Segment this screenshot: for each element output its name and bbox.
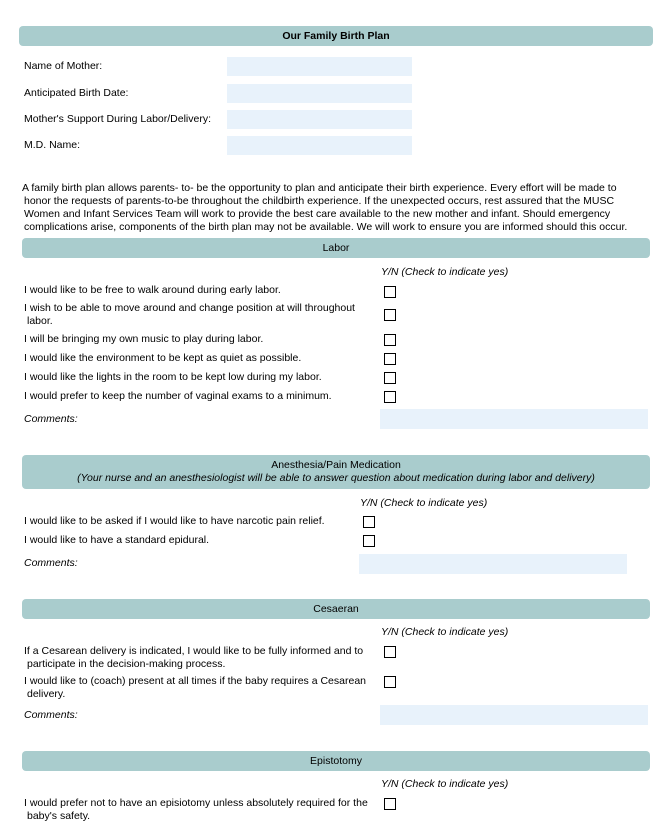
labor-item-5: I would like the lights in the room to be kept low during my labor. bbox=[24, 371, 322, 383]
anesthesia-checkbox-1[interactable] bbox=[363, 516, 375, 528]
cesaeran-comments-field[interactable] bbox=[380, 705, 648, 725]
intro-paragraph bbox=[22, 182, 648, 234]
md-name-field[interactable] bbox=[227, 136, 412, 155]
labor-comments-field[interactable] bbox=[380, 409, 648, 429]
title-bar bbox=[19, 26, 653, 46]
labor-item-4: I would like the environment to be kept as quiet as possible. bbox=[24, 352, 302, 364]
labor-checkbox-5[interactable] bbox=[384, 372, 396, 384]
epistotomy-yn-label: Y/N (Check to indicate yes) bbox=[381, 778, 509, 790]
anesthesia-item-2: I would like to have a standard epidural. bbox=[24, 534, 210, 546]
labor-checkbox-6[interactable] bbox=[384, 391, 396, 403]
md-name-label: M.D. Name: bbox=[24, 139, 81, 151]
labor-item-2-cont: labor. bbox=[27, 315, 53, 327]
cesaeran-item-1-cont: participate in the decision-making process. bbox=[27, 658, 226, 670]
labor-item-1: I would like to be free to walk around during early labor. bbox=[24, 284, 281, 296]
labor-item-2: I wish to be able to move around and change position at will throughout bbox=[24, 302, 355, 314]
epistotomy-checkbox-1[interactable] bbox=[384, 798, 396, 810]
cesaeran-checkbox-2[interactable] bbox=[384, 676, 396, 688]
cesaeran-section-header bbox=[22, 599, 650, 619]
cesaeran-title: Cesaeran bbox=[313, 603, 359, 615]
labor-title: Labor bbox=[322, 242, 350, 254]
support-label: Mother's Support During Labor/Delivery: bbox=[24, 113, 212, 125]
anesthesia-section-header bbox=[22, 455, 650, 489]
anesthesia-yn-label: Y/N (Check to indicate yes) bbox=[360, 497, 488, 509]
epistotomy-item-1-cont: baby's safety. bbox=[27, 810, 91, 822]
intro-line: A family birth plan allows parents- to- be the opportunity to plan and anticipate their birth experience. Every effort will be made to bbox=[22, 182, 617, 194]
labor-item-3: I will be bringing my own music to play during labor. bbox=[24, 333, 264, 345]
support-field[interactable] bbox=[227, 110, 412, 129]
labor-checkbox-2[interactable] bbox=[384, 309, 396, 321]
intro-line: Women and Infant Services Team will work to provide the best care available to the new mother and infant. Should emergency bbox=[24, 208, 611, 220]
intro-line: honor the requests of parents-to-be throughout the childbirth experience. If the unexpected occurs, rest assured that the MUSC bbox=[24, 195, 615, 207]
labor-checkbox-1[interactable] bbox=[384, 286, 396, 298]
birth-date-label: Anticipated Birth Date: bbox=[24, 87, 129, 99]
cesaeran-item-1: If a Cesarean delivery is indicated, I would like to be fully informed and to bbox=[24, 645, 364, 657]
page-title: Our Family Birth Plan bbox=[282, 30, 390, 42]
anesthesia-subtitle: (Your nurse and an anesthesiologist will be able to answer question about medication during labor and delivery) bbox=[77, 472, 595, 484]
anesthesia-item-1: I would like to be asked if I would like to have narcotic pain relief. bbox=[24, 515, 325, 527]
birth-date-field[interactable] bbox=[227, 84, 412, 103]
epistotomy-item-1: I would prefer not to have an episiotomy unless absolutely required for the bbox=[24, 797, 368, 809]
intro-line: complications arise, components of the birth plan may not be available. We will work to ensure you are informed should this occur. bbox=[24, 221, 628, 233]
cesaeran-item-2-cont: delivery. bbox=[27, 688, 66, 700]
cesaeran-yn-label: Y/N (Check to indicate yes) bbox=[381, 626, 509, 638]
anesthesia-comments-label: Comments: bbox=[24, 557, 78, 569]
cesaeran-item-2: I would like to (coach) present at all times if the baby requires a Cesarean bbox=[24, 675, 367, 687]
cesaeran-comments-label: Comments: bbox=[24, 709, 78, 721]
anesthesia-checkbox-2[interactable] bbox=[363, 535, 375, 547]
mother-name-label: Name of Mother: bbox=[24, 60, 103, 72]
anesthesia-title: Anesthesia/Pain Medication bbox=[271, 459, 401, 471]
anesthesia-comments-field[interactable] bbox=[359, 554, 627, 574]
labor-item-6: I would prefer to keep the number of vaginal exams to a minimum. bbox=[24, 390, 332, 402]
labor-checkbox-4[interactable] bbox=[384, 353, 396, 365]
labor-comments-label: Comments: bbox=[24, 413, 78, 425]
labor-yn-label: Y/N (Check to indicate yes) bbox=[381, 266, 509, 278]
labor-checkbox-3[interactable] bbox=[384, 334, 396, 346]
epistotomy-section-header bbox=[22, 751, 650, 771]
epistotomy-title: Epistotomy bbox=[310, 755, 362, 767]
cesaeran-checkbox-1[interactable] bbox=[384, 646, 396, 658]
mother-name-field[interactable] bbox=[227, 57, 412, 76]
labor-section-header bbox=[22, 238, 650, 258]
